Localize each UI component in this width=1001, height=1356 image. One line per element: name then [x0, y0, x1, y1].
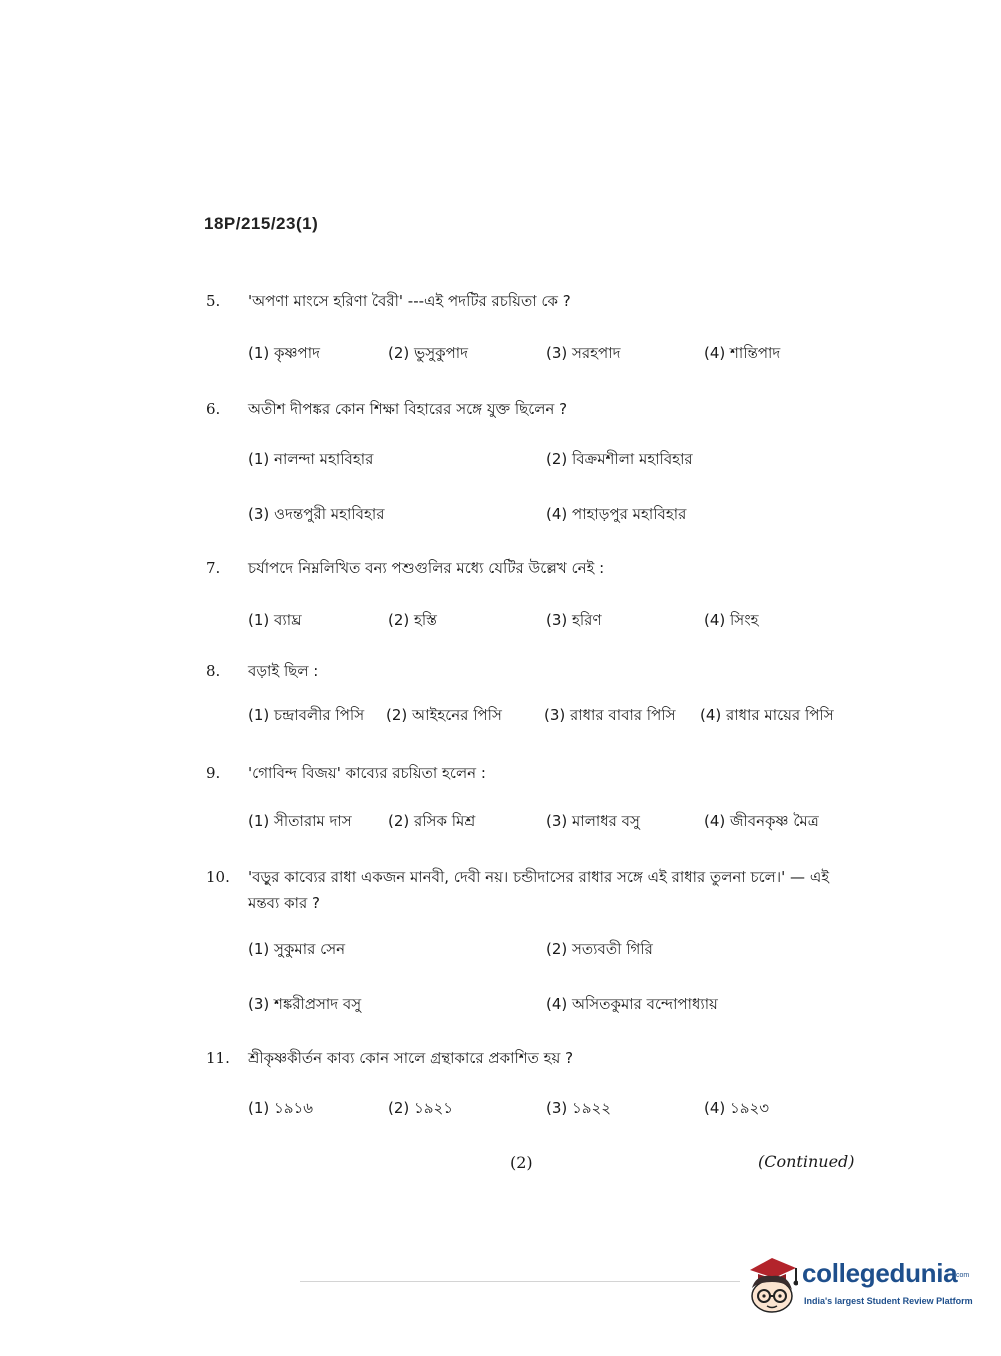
option-2: (2) ভুসুকুপাদ: [388, 344, 469, 362]
question-5: [206, 288, 846, 367]
question-text: শ্রীকৃষ্ণকীর্তন কাব্য কোন সালে গ্রন্থাকারে প্রকাশিত হয় ?: [248, 1049, 574, 1067]
option-1: (1) ১৯১৬: [248, 1099, 313, 1117]
option-3: (3) মালাধর বসু: [546, 812, 640, 830]
option-4: (4) পাহাড়পুর মহাবিহার: [546, 505, 687, 523]
question-number: 5.: [206, 292, 221, 310]
mascot-icon: [742, 1252, 798, 1314]
question-9: [206, 760, 846, 835]
brand-tagline: India's largest Student Review Platform: [804, 1296, 973, 1306]
divider: [300, 1281, 740, 1282]
question-7: [206, 555, 846, 634]
question-text: 'অপণা মাংসে হরিণা বৈরী' ---এই পদটির রচয়িতা কে ?: [248, 292, 571, 310]
question-number: 11.: [206, 1049, 230, 1067]
question-number: 7.: [206, 559, 221, 577]
option-1: (1) নালন্দা মহাবিহার: [248, 450, 374, 468]
option-4: (4) অসিতকুমার বন্দোপাধ্যায়: [546, 995, 718, 1013]
option-2: (2) হস্তি: [388, 611, 437, 629]
option-3: (3) ১৯২২: [546, 1099, 611, 1117]
question-11: [206, 1045, 846, 1122]
question-number: 6.: [206, 400, 221, 418]
option-1: (1) সুকুমার সেন: [248, 940, 346, 958]
brand-name: collegedunia: [802, 1258, 958, 1288]
paper-code: 18P/215/23(1): [204, 214, 319, 233]
option-2: (2) বিক্রমশীলা মহাবিহার: [546, 450, 693, 468]
page-number: (2): [510, 1153, 533, 1172]
option-4: (4) ১৯২৩: [704, 1099, 769, 1117]
option-2: (2) আইহনের পিসি: [386, 706, 502, 724]
question-number: 10.: [206, 868, 230, 886]
brand-dotcom: .com: [954, 1272, 970, 1279]
question-text: 'গোবিন্দ বিজয়' কাব্যের রচয়িতা হলেন :: [248, 764, 486, 782]
option-1: (1) চন্দ্রাবলীর পিসি: [248, 706, 365, 724]
option-4: (4) জীবনকৃষ্ণ মৈত্র: [704, 812, 819, 830]
continued-label: (Continued): [758, 1152, 855, 1171]
option-2: (2) সত্যবতী গিরি: [546, 940, 653, 958]
option-1: (1) কৃষ্ণপাদ: [248, 344, 320, 362]
option-4: (4) রাধার মায়ের পিসি: [700, 706, 834, 724]
question-text: অতীশ দীপঙ্কর কোন শিক্ষা বিহারের সঙ্গে যুক্ত ছিলেন ?: [248, 400, 568, 418]
option-1: (1) ব্যাঘ্র: [248, 611, 302, 629]
option-3: (3) সরহপাদ: [546, 344, 621, 362]
option-3: (3) ওদন্তপুরী মহাবিহার: [248, 505, 385, 523]
option-4: (4) সিংহ: [704, 611, 759, 629]
option-3: (3) হরিণ: [546, 611, 602, 629]
question-number: 9.: [206, 764, 221, 782]
question-6: [206, 396, 846, 528]
option-2: (2) ১৯২১: [388, 1099, 453, 1117]
question-text: 'বড়ুর কাব্যের রাধা একজন মানবী, দেবী নয়। চন্ডীদাসের রাধার সঙ্গে এই রাধার তুলনা চলে।' — এই মন্তব্য কার ?: [248, 868, 830, 912]
option-1: (1) সীতারাম দাস: [248, 812, 352, 830]
collegedunia-watermark: [742, 1252, 973, 1314]
question-text: বড়াই ছিল :: [248, 662, 319, 680]
question-10: [206, 864, 846, 1018]
option-3: (3) শঙ্করীপ্রসাদ বসু: [248, 995, 362, 1013]
option-4: (4) শান্তিপাদ: [704, 344, 781, 362]
question-text: চর্যাপদে নিম্নলিখিত বন্য পশুগুলির মধ্যে যেটির উল্লেখ নেই :: [248, 559, 605, 577]
option-3: (3) রাধার বাবার পিসি: [544, 706, 676, 724]
question-number: 8.: [206, 662, 221, 680]
option-2: (2) রসিক মিশ্র: [388, 812, 476, 830]
question-8: [206, 658, 846, 729]
